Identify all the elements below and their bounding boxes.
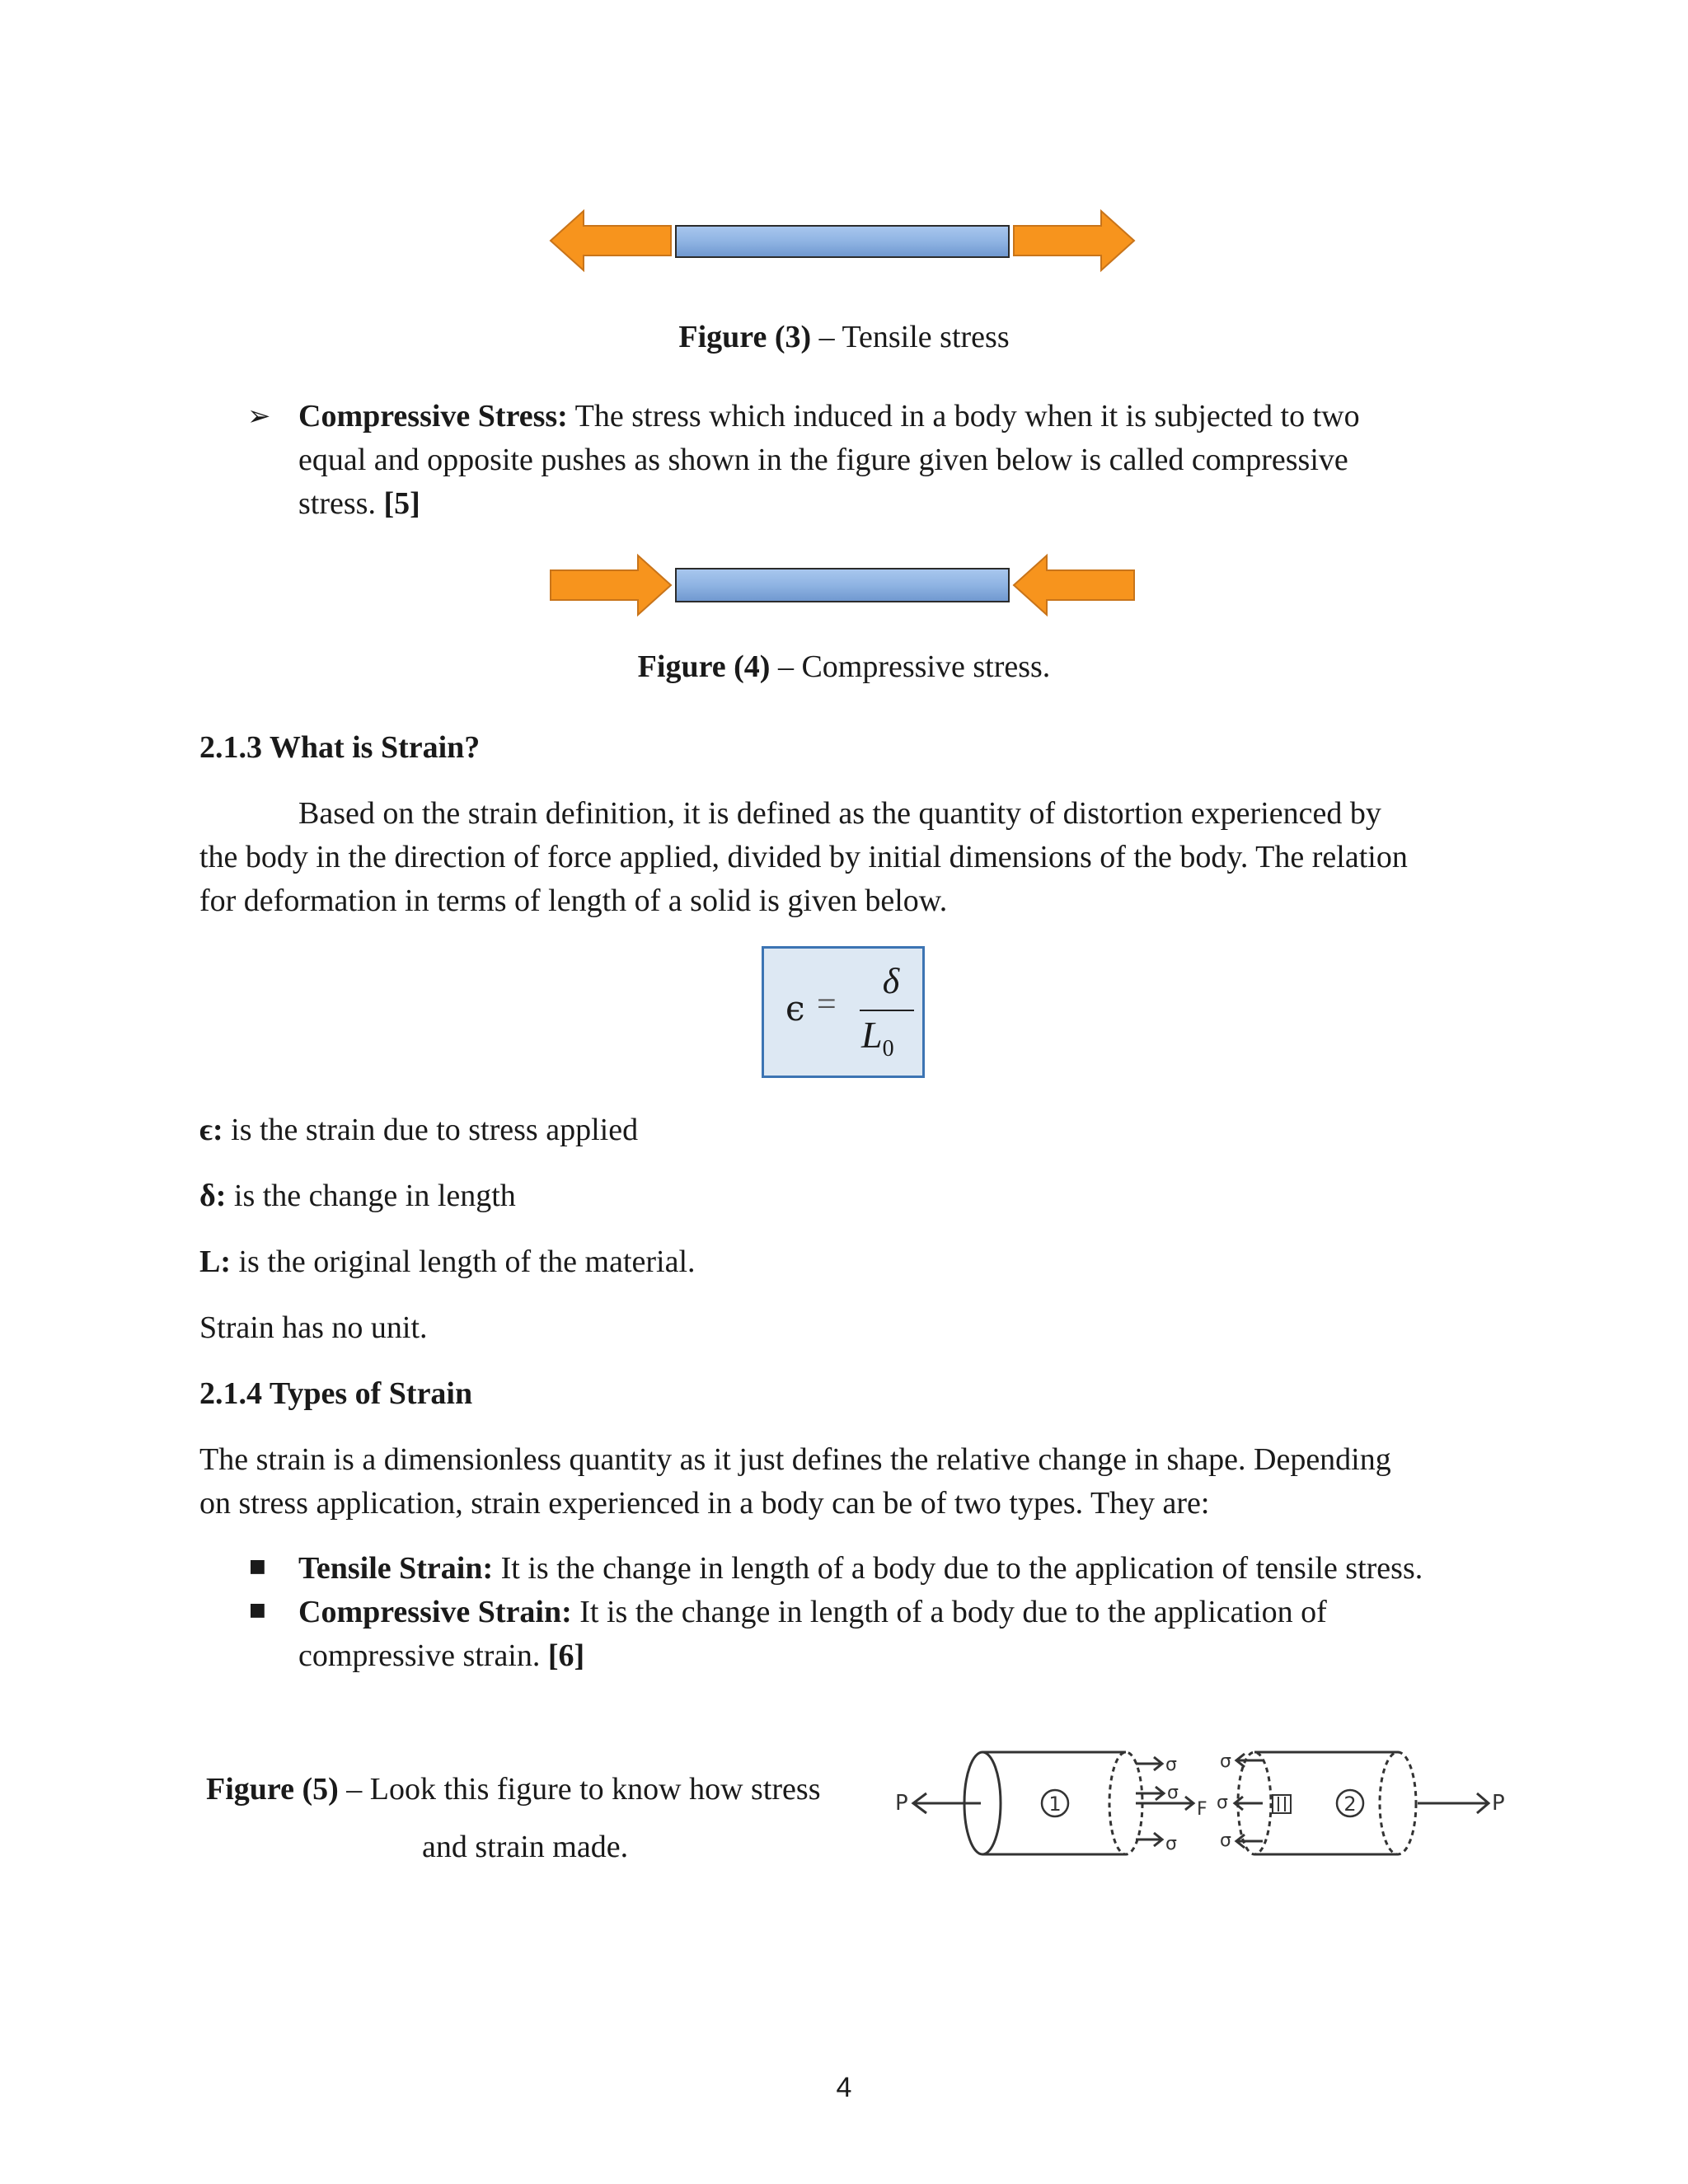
svg-text:σ: σ xyxy=(1217,1793,1228,1813)
definition-epsilon: ϵ: is the strain due to stress applied xyxy=(199,1113,639,1147)
arrow-bullet-icon: ➢ xyxy=(247,400,271,433)
left-push-arrow xyxy=(551,555,671,615)
strain-formula xyxy=(762,946,925,1078)
section-214-heading: 2.1.4 Types of Strain xyxy=(199,1376,473,1411)
figure3-caption: Figure (3) – Tensile stress xyxy=(678,320,1010,354)
section-213-heading: 2.1.3 What is Strain? xyxy=(199,730,481,765)
square-bullet-icon: ■ xyxy=(249,1556,266,1577)
compressive-line2: equal and opposite pushes as shown in the figure given below is called compressive xyxy=(298,443,1348,477)
fraction-bar xyxy=(860,1010,914,1011)
square-bullet-icon: ■ xyxy=(249,1600,266,1620)
left-pull-arrow xyxy=(551,211,671,270)
svg-text:σ: σ xyxy=(1165,1834,1177,1854)
figure4-caption: Figure (4) – Compressive stress. xyxy=(637,649,1051,684)
tensile-strain-item: Tensile Strain: It is the change in length of a body due to the application of tensile stress. xyxy=(298,1551,1423,1586)
cylinder2-right-end xyxy=(1380,1752,1416,1854)
definition-delta: δ: is the change in length xyxy=(199,1179,516,1213)
compressive-stress-figure xyxy=(544,551,1141,620)
figure5-caption-line1: Figure (5) – Look this figure to know how stress xyxy=(206,1772,821,1807)
compressive-strain-item-line2: compressive strain. [6] xyxy=(298,1638,585,1673)
section-214-para2: on stress application, strain experienced in a body can be of two types. They are: xyxy=(199,1486,1210,1521)
right-push-arrow xyxy=(1014,555,1134,615)
section-213-para3: for deformation in terms of length of a solid is given below. xyxy=(199,883,948,918)
svg-text:F: F xyxy=(1197,1799,1207,1820)
figure3-label: Figure (3) xyxy=(678,320,812,354)
section-214-para1: The strain is a dimensionless quantity as it just defines the relative change in shape. Depending xyxy=(199,1442,1391,1477)
element-square xyxy=(1273,1795,1291,1813)
bar xyxy=(676,569,1009,602)
no-unit-text: Strain has no unit. xyxy=(199,1310,428,1345)
stress-strain-diagram xyxy=(890,1739,1517,1863)
right-pull-arrow xyxy=(1014,211,1134,270)
compressive-strain-item: Compressive Strain: It is the change in length of a body due to the application of xyxy=(298,1595,1327,1629)
reference: [5] xyxy=(383,486,420,521)
compressive-line3: stress. [5] xyxy=(298,486,420,521)
definition-length: L: is the original length of the material. xyxy=(199,1244,696,1279)
part2-label: 2 xyxy=(1343,1793,1357,1816)
svg-text:σ: σ xyxy=(1220,1830,1231,1851)
svg-text:σ: σ xyxy=(1167,1783,1179,1803)
bar xyxy=(676,226,1009,257)
svg-text:σ: σ xyxy=(1165,1755,1177,1775)
figure5-label: Figure (5) xyxy=(206,1772,339,1807)
p-left-label: P xyxy=(895,1791,908,1816)
section-213-para1: Based on the strain definition, it is defined as the quantity of distortion experienced by xyxy=(298,796,1381,831)
tensile-stress-figure xyxy=(544,206,1141,275)
figure4-label: Figure (4) xyxy=(637,649,771,684)
formula-numerator: δ xyxy=(882,961,900,1001)
svg-text:σ: σ xyxy=(1220,1751,1231,1772)
part1-label: 1 xyxy=(1048,1793,1062,1816)
formula-denominator: $L_0$ xyxy=(861,1014,894,1062)
section-213-para2: the body in the direction of force applied, divided by initial dimensions of the body. The relation xyxy=(199,840,1408,874)
p-right-label: P xyxy=(1492,1791,1505,1816)
page-number: 4 xyxy=(836,2072,852,2103)
formula-lhs: ϵ xyxy=(785,988,805,1029)
formula-equals: = xyxy=(817,986,837,1024)
compressive-line1: Compressive Stress: The stress which induced in a body when it is subjected to two xyxy=(298,399,1360,434)
figure5-caption-line2: and strain made. xyxy=(422,1830,629,1864)
